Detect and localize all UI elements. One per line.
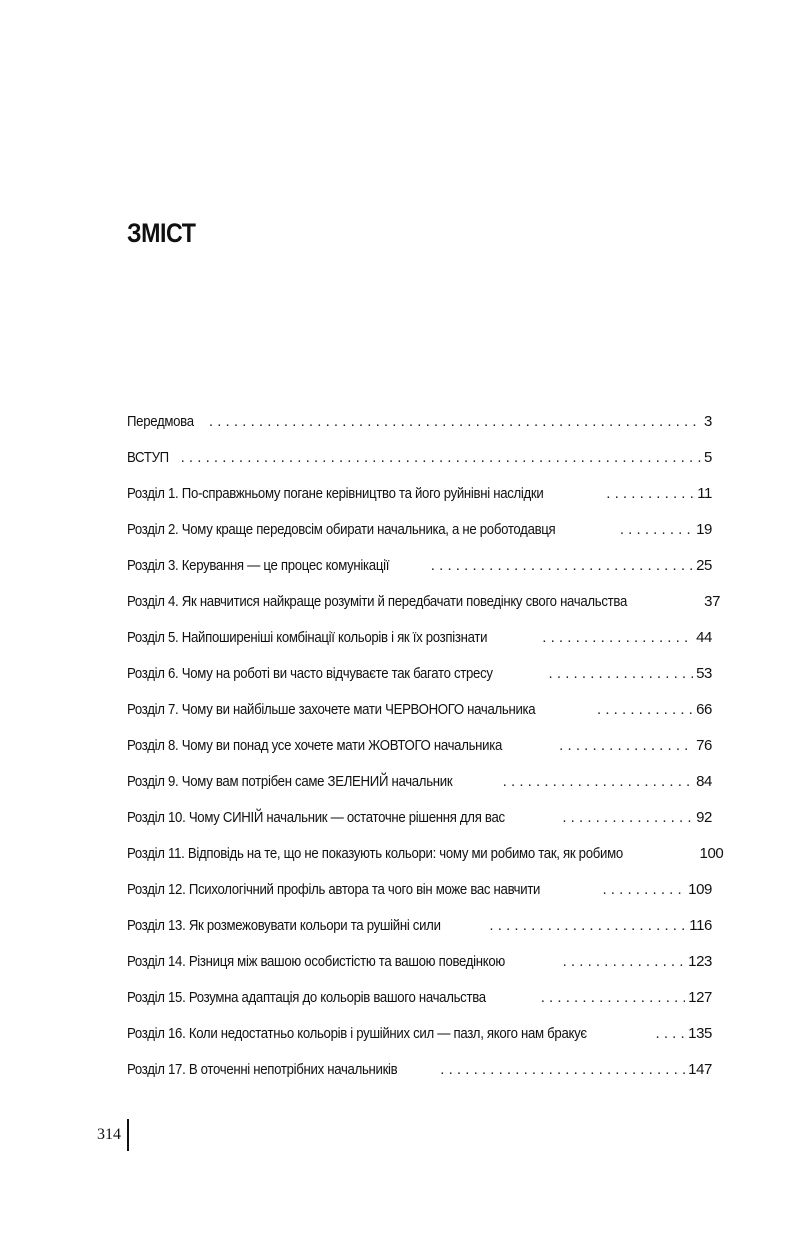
toc-entry-page: 5 [704,449,712,466]
dot-leader [440,1052,685,1088]
toc-entry-label: Розділ 13. Як розмежовувати кольори та рушійні сили [127,917,441,934]
toc-entry-label: Розділ 5. Найпоширеніші комбінації кольорів і як їх розпізнати [127,629,488,646]
dot-leader [559,728,693,764]
toc-entry-label: Розділ 9. Чому вам потрібен саме ЗЕЛЕНИЙ начальник [127,773,453,790]
toc-entry-label: Розділ 4. Як навчитися найкраще розуміти й передбачати поведінку свого начальства [127,593,627,610]
toc-entry-page: 25 [696,557,712,574]
toc-entry[interactable] [127,512,712,548]
dot-leader [606,476,694,512]
dot-leader [620,512,693,548]
toc-entry-label: Розділ 14. Різниця між вашою особистістю та вашою поведінкою [127,953,506,970]
toc-entry-page: 11 [697,485,712,502]
toc-entry[interactable] [127,440,712,476]
dot-leader [562,800,693,836]
toc-entry-label: Розділ 15. Розумна адаптація до кольорів вашого начальства [127,989,486,1006]
toc-entry-label: Розділ 3. Керування — це процес комунікації [127,557,390,574]
toc-entry-label: ВСТУП [127,449,169,466]
toc-entry[interactable] [127,764,712,800]
toc-entry-page: 147 [688,1061,712,1078]
toc-entry-label: Розділ 2. Чому краще передовсім обирати начальника, а не роботодавця [127,521,556,538]
toc-entry-page: 127 [688,989,712,1006]
toc-entry-page: 135 [688,1025,712,1042]
page-number-footer [97,1119,129,1151]
toc-entry[interactable] [127,476,712,512]
dot-leader [602,872,685,908]
toc-entry[interactable] [127,980,712,1016]
toc-entry-label: Розділ 6. Чому на роботі ви часто відчуваєте так багато стресу [127,665,493,682]
toc-entry-label: Розділ 7. Чому ви найбільше захочете мати ЧЕРВОНОГО начальника [127,701,536,718]
toc-entry-page: 92 [696,809,712,826]
toc-entry-page: 44 [696,629,712,646]
toc-entry[interactable] [127,584,721,620]
toc-entry[interactable] [127,944,712,980]
toc-entry-label: Передмова [127,413,194,430]
toc-entry[interactable] [127,800,712,836]
toc-entry-page: 19 [696,521,712,538]
toc-entry-label: Розділ 1. По-справжньому погане керівництво та його руйнівні наслідки [127,485,544,502]
toc-entry-label: Розділ 10. Чому СИНІЙ начальник — остаточне рішення для вас [127,809,505,826]
toc-entry[interactable] [127,1016,712,1052]
toc-entry[interactable] [127,1052,712,1088]
toc-entry[interactable] [127,548,712,584]
dot-leader [489,908,686,944]
toc-entry-page: 3 [704,413,712,430]
toc-entry-page: 123 [688,953,712,970]
toc-entry[interactable] [127,404,712,440]
toc-entry[interactable] [127,908,712,944]
dot-leader [209,404,701,440]
toc-entry-page: 66 [696,701,712,718]
toc-entry-page: 109 [688,881,712,898]
toc-entry-page: 37 [704,593,721,610]
toc-entry-page: 76 [696,737,712,754]
dot-leader [431,548,693,584]
dot-leader [542,620,693,656]
page-number: 314 [97,1126,121,1143]
dot-leader [181,440,701,476]
toc-entry-label: Розділ 12. Психологічний профіль автора та чого він може вас навчити [127,881,541,898]
toc-entry-label: Розділ 17. В оточенні непотрібних начальників [127,1061,398,1078]
dot-leader [597,692,693,728]
page-title: ЗМІСТ [127,218,196,248]
toc-entry[interactable] [127,836,724,872]
toc-entry[interactable] [127,620,712,656]
toc-entry[interactable] [127,728,712,764]
table-of-contents [127,404,724,1088]
dot-leader [563,944,686,980]
dot-leader [656,1016,686,1052]
dot-leader [549,656,694,692]
dot-leader [541,980,685,1016]
toc-entry[interactable] [127,872,712,908]
vertical-rule [127,1119,129,1151]
toc-entry[interactable] [127,656,712,692]
dot-leader [503,764,693,800]
toc-entry[interactable] [127,692,712,728]
toc-entry-label: Розділ 8. Чому ви понад усе хочете мати ЖОВТОГО начальника [127,737,503,754]
toc-entry-page: 100 [699,845,724,862]
toc-entry-page: 116 [689,917,712,934]
toc-entry-page: 84 [696,773,712,790]
toc-entry-page: 53 [696,665,712,682]
toc-entry-label: Розділ 11. Відповідь на те, що не показують кольори: чому ми робимо так, як робимо [127,845,623,862]
toc-entry-label: Розділ 16. Коли недостатньо кольорів і рушійних сил — пазл, якого нам бракує [127,1025,587,1042]
